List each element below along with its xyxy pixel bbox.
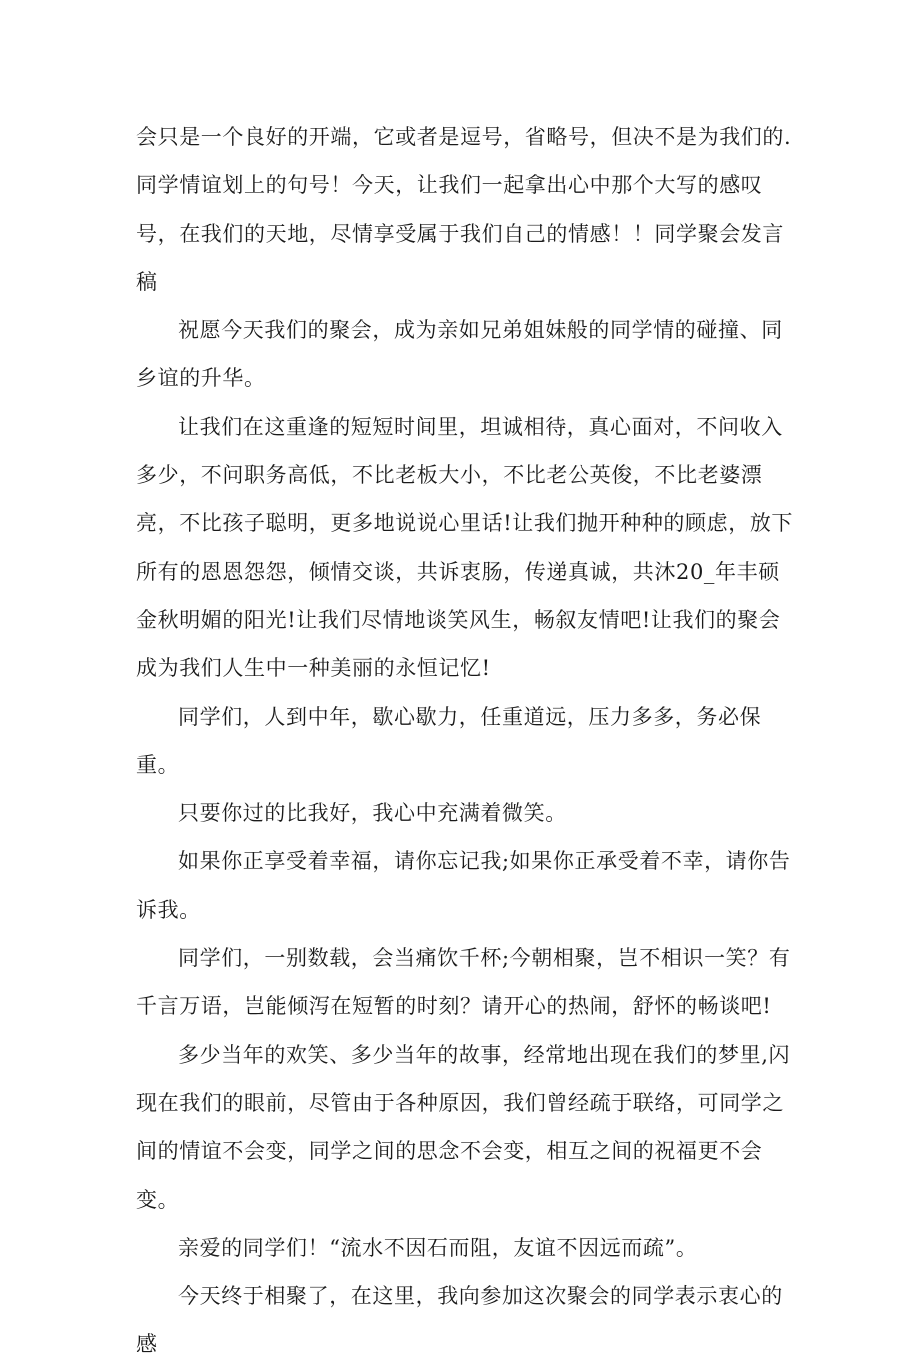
paragraph: 多少当年的欢笑、多少当年的故事，经常地出现在我们的梦里,闪现在我们的眼前，尽管由于各种原因，我们曾经疏于联络，可同学之间的情谊不会变，同学之间的思念不会变，相互之间的祝福更不会变。: [136, 1042, 791, 1212]
paragraph: 同学们，人到中年，歇心歇力，任重道远，压力多多，务必保重。: [136, 704, 762, 777]
paragraph: 让我们在这重逢的短短时间里，坦诚相待，真心面对，不问收入多少，不问职务高低，不比老板大小，不比老公英俊，不比老婆漂亮，不比孩子聪明，更多地说说心里话!让我们抛开种种的顾虑，放下所有的恩恩怨怨，倾情交谈，共诉衷肠，传递真诚，共沐20_年丰硕金秋明媚的阳光!让我们尽情地谈笑风生，畅叙友情吧!让我们的聚会成为我们人生中一种美丽的永恒记忆!: [136, 414, 794, 681]
paragraph: 会只是一个良好的开端，它或者是逗号，省略号，但决不是为我们的.同学情谊划上的句号！今天，让我们一起拿出心中那个大写的感叹号，在我们的天地，尽情享受属于我们自己的情感！！同学聚会发言稿: [136, 125, 792, 294]
paragraph: 同学们，一别数载，会当痛饮千杯;今朝相聚，岂不相识一笑？有千言万语，岂能倾泻在短暂的时刻？请开心的热闹，舒怀的畅谈吧!: [136, 946, 791, 1019]
paragraph: 只要你过的比我好，我心中充满着微笑。: [178, 801, 567, 826]
paragraph: 祝愿今天我们的聚会，成为亲如兄弟姐妹般的同学情的碰撞、同乡谊的升华。: [136, 318, 783, 391]
document-body: [136, 113, 796, 1369]
paragraph: 亲爱的同学们！“流水不因石而阻，友谊不因远而疏”。: [178, 1235, 698, 1260]
paragraph: 如果你正享受着幸福，请你忘记我;如果你正承受着不幸，请你告诉我。: [136, 849, 791, 922]
paragraph: 今天终于相聚了，在这里，我向参加这次聚会的同学表示衷心的感: [136, 1284, 783, 1357]
